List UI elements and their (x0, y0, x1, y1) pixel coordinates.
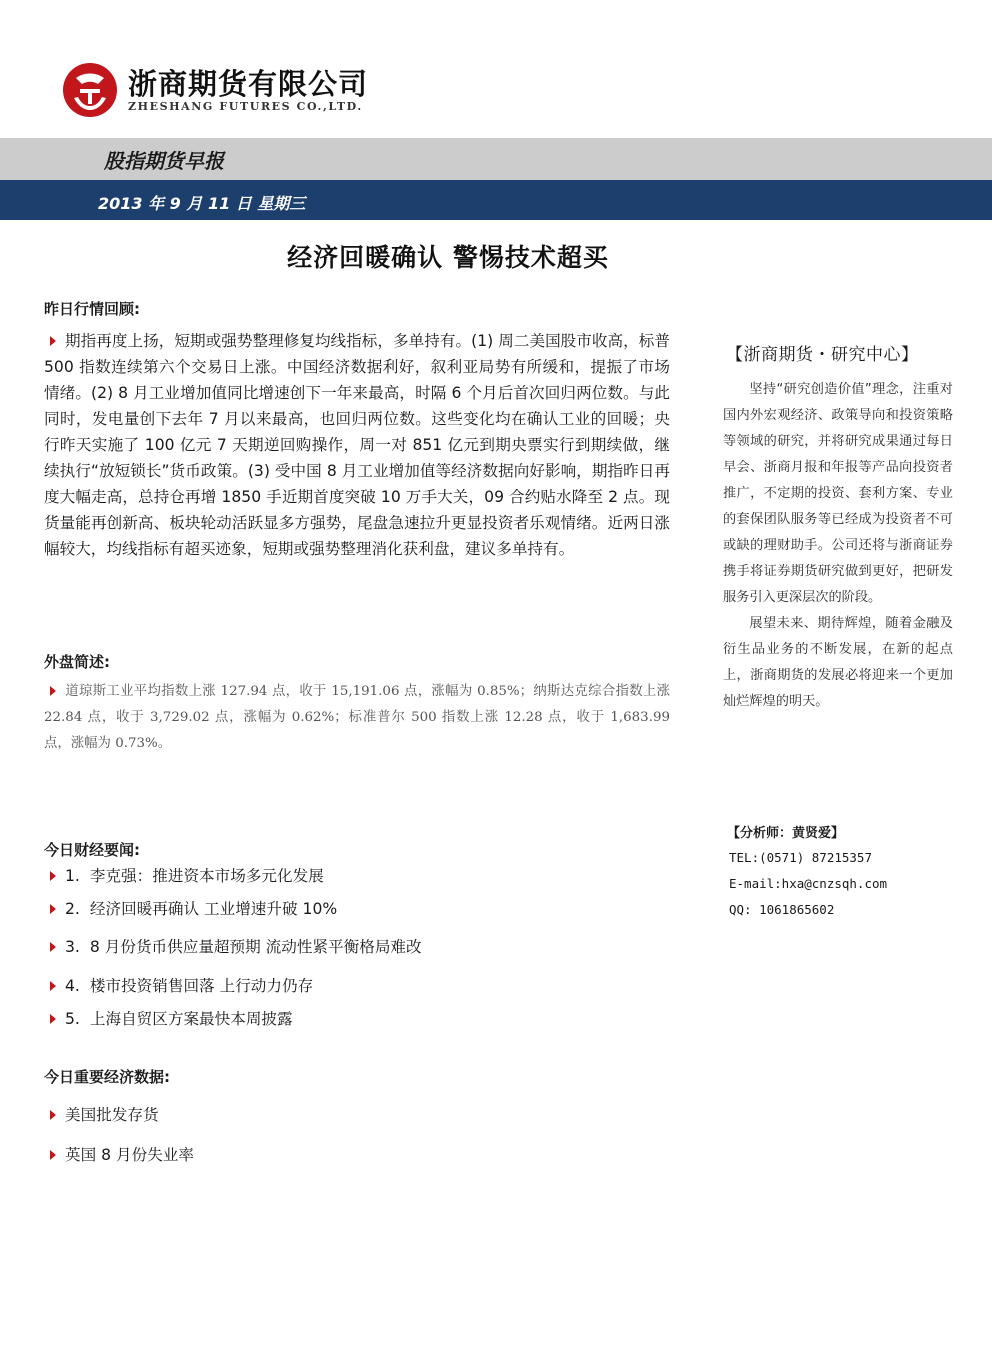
econ-data-item: 英国 8 月份失业率 (44, 1143, 194, 1165)
company-name-cn: 浙商期货有限公司 (128, 67, 369, 101)
review-body: 期指再度上扬，短期或强势整理修复均线指标，多单持有。(1) 周二美国股市收高，标普 500 指数连续第六个交易日上涨。中国经济数据利好，叙利亚局势有所缓和，提振了市场情绪。(2) 8 月工业增加值同比增速创下一年来最高，时隔 6 个月后首次回归两位数。与此同时，发电量创下去年 7 月以来最高，也回归两位数。这些变化均在确认工业的回暖；央行昨天实施了 100 亿元 7 天期逆回购操作，周一对 851 亿元到期央票实行到期续做，继续执行“放短锁长”货币政策。(3) 受中国 8 月工业增加值等经济数据向好影响，期指昨日再度大幅走高，总持仓再增 1850 手近期首度突破 10 万手大关，09 合约贴水降至 2 点。现货量能再创新高、板块轮动活跃显多方强势，尾盘急速拉升更显投资者乐观情绪。近两日涨幅较大，均线指标有超买迹象，短期或强势整理消化获利盘，建议多单持有。 (44, 332, 670, 558)
news-item: 4. 楼市投资销售回落 上行动力仍存 (44, 974, 313, 996)
news-heading: 今日财经要闻: (44, 841, 140, 859)
news-item: 5. 上海自贸区方案最快本周披露 (44, 1007, 293, 1029)
research-center-para: 坚持“研究创造价值”理念，注重对国内外宏观经济、政策导向和投资策略等领域的研究，并将研究成果通过每日早会、浙商月报和年报等产品向投资者推广，不定期的投资、套利方案、专业的套保团队服务等已经成为投资者不可或缺的理财助手。公司还将与浙商证券携手将证券期货研究做到更好，把研发服务引入更深层次的阶段。 (723, 382, 953, 605)
econ-data-heading: 今日重要经济数据: (44, 1068, 170, 1086)
bullet-icon (50, 942, 56, 952)
analyst-email: E-mail:hxa@cnzsqh.com (729, 876, 888, 891)
zheshang-logo-icon (62, 62, 118, 118)
overseas-paragraph (44, 679, 670, 757)
bullet-icon (50, 981, 56, 991)
date-band (0, 180, 992, 220)
analyst-qq: QQ: 1061865602 (729, 902, 835, 917)
bullet-icon (50, 686, 56, 696)
analyst-title: 【分析师：黄贤爱】 (727, 826, 845, 841)
overseas-body: 道琼斯工业平均指数上涨 127.94 点，收于 15,191.06 点，涨幅为 0.85%；纳斯达克综合指数上涨 22.84 点，收于 3,729.02 点，涨幅为 0.62%；标准普尔 500 指数上涨 12.28 点，收于 1,683.99 点，涨幅为 0.73%。 (44, 684, 670, 751)
news-item: 2. 经济回暖再确认 工业增速升破 10% (44, 897, 337, 919)
bullet-icon (50, 871, 56, 881)
report-title: 股指期货早报 (104, 149, 224, 173)
headline: 经济回暖确认 警惕技术超买 (287, 243, 609, 272)
bullet-icon (50, 336, 56, 346)
company-name-en: ZHESHANG FUTURES CO.,LTD. (128, 100, 363, 113)
report-date: 2013 年 9 月 11 日 星期三 (98, 194, 306, 213)
research-center-para: 展望未来、期待辉煌，随着金融及衍生品业务的不断发展，在新的起点上，浙商期货的发展必将迎来一个更加灿烂辉煌的明天。 (723, 616, 953, 709)
research-center-body (723, 377, 953, 715)
analyst-tel: TEL:(0571) 87215357 (729, 850, 872, 865)
news-item: 1. 李克强：推进资本市场多元化发展 (44, 864, 324, 886)
bullet-icon (50, 1014, 56, 1024)
bullet-icon (50, 1110, 56, 1120)
report-title-band (0, 138, 992, 180)
news-item: 3. 8 月份货币供应量超预期 流动性紧平衡格局难改 (44, 935, 422, 957)
research-center-title: 【浙商期货・研究中心】 (726, 345, 919, 365)
bullet-icon (50, 904, 56, 914)
econ-data-item: 美国批发存货 (44, 1103, 159, 1125)
bullet-icon (50, 1150, 56, 1160)
overseas-heading: 外盘简述: (44, 653, 110, 671)
review-heading: 昨日行情回顾: (44, 300, 140, 318)
review-paragraph (44, 328, 670, 562)
